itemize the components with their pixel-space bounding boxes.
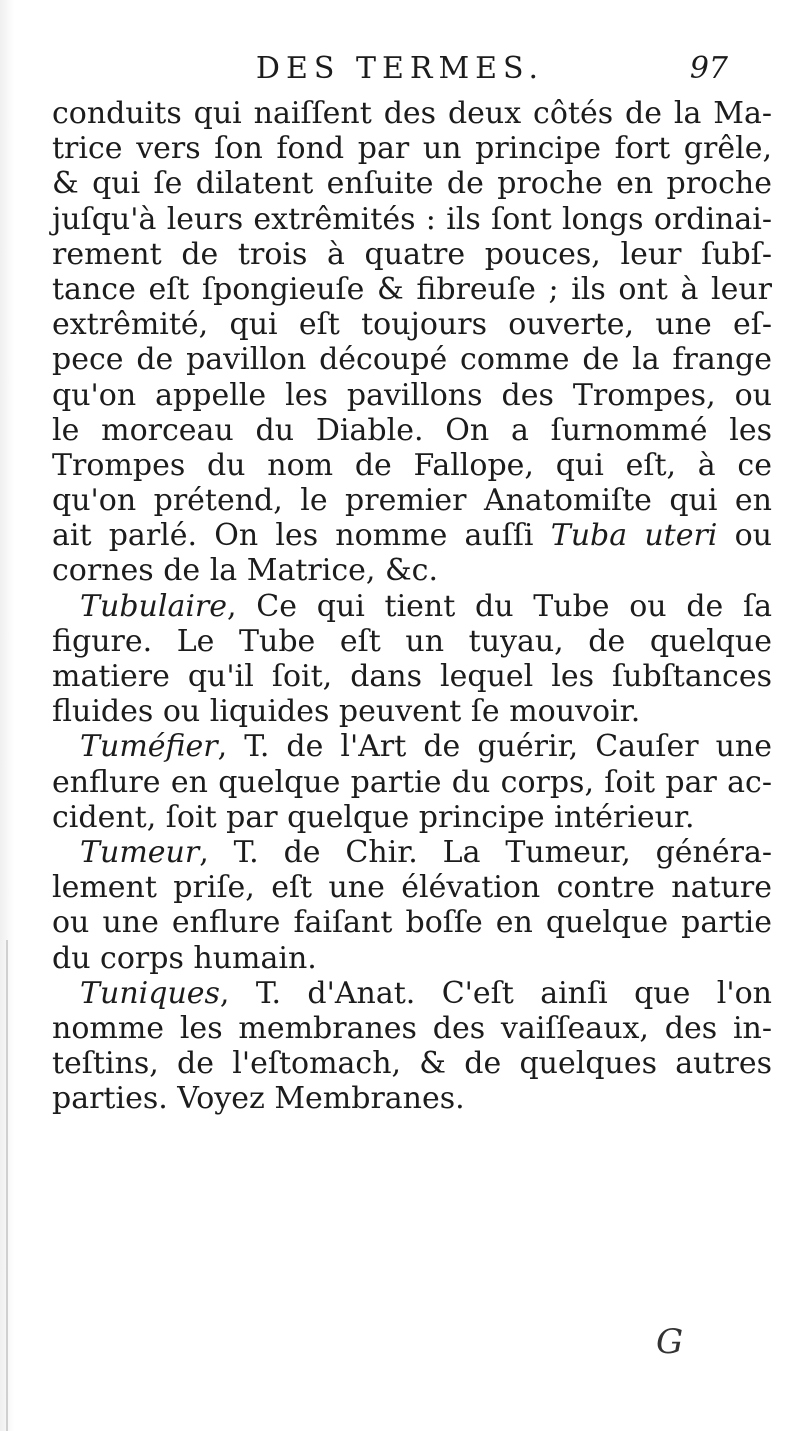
signature-mark: G [656, 1322, 684, 1362]
entry-tumefier-line: Tuméfier, T. de l'Art de guérir, Cauſer une [80, 729, 772, 765]
text-line: & qui ſe dilatent enſuite de proche en proche [52, 166, 772, 202]
text-line [52, 518, 772, 553]
text-line: pece de pavillon découpé comme de la frange [52, 342, 772, 378]
text-line: qu'on appelle les pavillons des Trompes, ou [52, 377, 772, 413]
entry-tumeur-line: Tumeur, T. de Chir. La Tumeur, généra- [80, 834, 772, 870]
page-number: 97 [689, 51, 728, 86]
text-line: fluides ou liquides peuvent ſe mouvoir. [52, 694, 641, 730]
text-line: parties. Voyez Membranes. [52, 1081, 465, 1117]
entry-tubulaire-line: Tubulaire, Ce qui tient du Tube ou de ſa [80, 588, 772, 624]
text-line: qu'on prétend, le premier Anatomiſte qui en [52, 483, 772, 519]
italic-term: Tuba uteri [550, 518, 718, 554]
running-title: DES TERMES. [255, 51, 545, 86]
text-line: enflure en quelque partie du corps, ſoit par ac- [52, 764, 772, 800]
text-line: teſtins, de l'eſtomach, & de quelques autres [52, 1046, 772, 1082]
text-line: le morceau du Diable. On a ſurnommé les [52, 412, 772, 448]
text-line: tance eſt ſpongieuſe & fibreuſe ; ils ont à leur [52, 271, 772, 307]
text-line-segment: ait parlé. On les nomme auſſi Tuba uteri ou [52, 518, 772, 554]
text-line: extrêmité, qui eſt toujours ouverte, une eſ- [52, 307, 772, 343]
text-line: ou une enflure faiſant boſſe en quelque partie [52, 905, 772, 941]
text-line: trice vers ſon fond par un principe fort grêle, [52, 131, 772, 167]
italic-term: Tuniques [80, 975, 220, 1011]
page-edge-line [6, 940, 8, 1431]
italic-term: Tubulaire [80, 588, 228, 624]
italic-term: Tuméfier [80, 729, 218, 765]
text-line: cident, ſoit par quelque principe intérieur. [52, 799, 695, 835]
text-line: nomme les membranes des vaiſſeaux, des in- [52, 1010, 772, 1046]
text-line: lement priſe, eſt une élévation contre nature [52, 870, 772, 906]
page-header [0, 42, 800, 96]
text-line: juſqu'à leurs extrêmités : ils ſont longs ordinai- [52, 201, 772, 237]
text-line: cornes de la Matrice, &c. [52, 553, 438, 589]
text-line: Trompes du nom de Fallope, qui eſt, à ce [52, 447, 772, 483]
entry-tuniques-line: Tuniques, T. d'Anat. C'eſt ainſi que l'on [80, 975, 772, 1011]
body-text [52, 96, 772, 1116]
text-line: figure. Le Tube eſt un tuyau, de quelque [52, 623, 772, 659]
text-line: rement de trois à quatre pouces, leur ſubſ- [52, 236, 772, 272]
text-line: conduits qui naiſſent des deux côtés de la Ma- [52, 96, 772, 131]
italic-term: Tumeur [80, 834, 200, 870]
text-line: du corps humain. [52, 940, 317, 976]
text-line: matiere qu'il ſoit, dans lequel les ſubſtances [52, 659, 772, 694]
